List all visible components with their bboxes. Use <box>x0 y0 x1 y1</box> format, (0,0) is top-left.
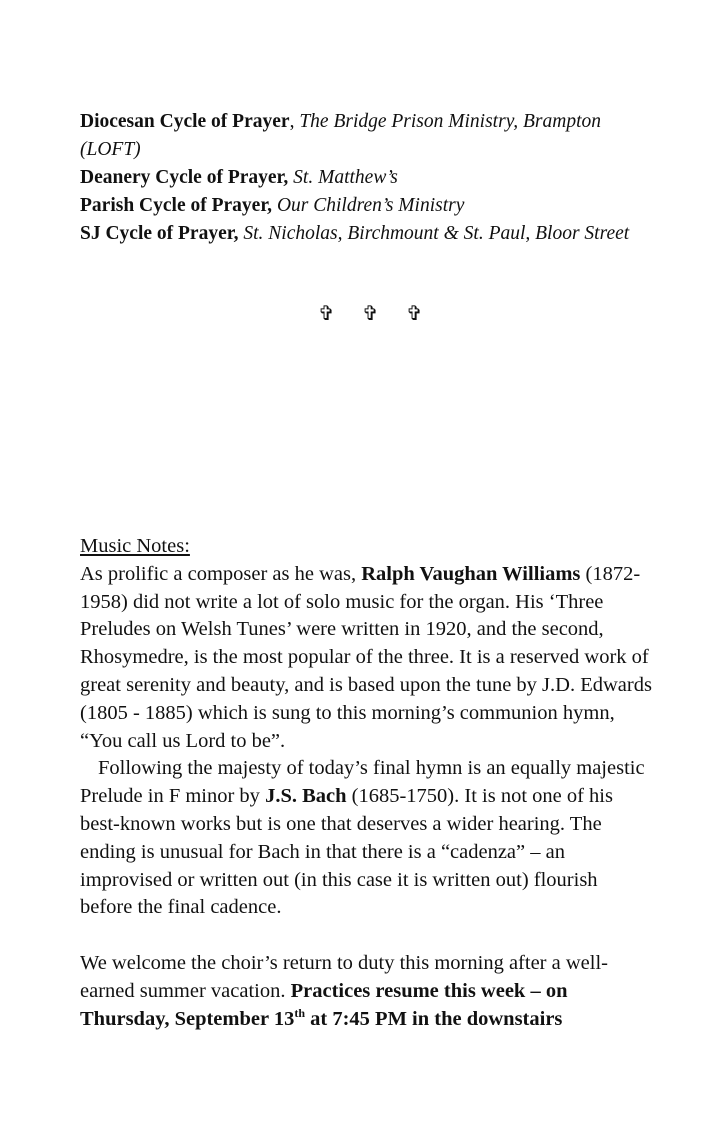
cycle-value: Our Children’s Ministry <box>276 195 465 216</box>
practice-text: Practices resume this week – on Thursday, September 13 <box>80 979 568 1030</box>
cycle-sj <box>80 220 660 248</box>
composer-name: J.S. Bach <box>265 785 347 808</box>
cross-icon: ✞ <box>362 303 379 325</box>
cycle-label: Diocesan Cycle of Prayer <box>80 111 290 132</box>
music-notes <box>80 533 654 1033</box>
paragraph-text: (1685-1750). It is not one of his best-known works but is one that deserves a wider hearing. The ending is unusual for Bach in that there is a “cadenza” – an improvised or written out (in this case it is written out) flourish before the final cadence. <box>80 785 613 919</box>
practice-text: at 7:45 PM in the downstairs <box>305 1007 563 1030</box>
music-paragraph-1 <box>80 561 654 756</box>
music-notes-heading: Music Notes: <box>80 535 190 557</box>
choir-paragraph <box>80 950 654 1033</box>
cycle-separator: , <box>289 111 300 132</box>
cycle-label: Deanery Cycle of Prayer, <box>80 167 289 188</box>
cross-icon: ✞ <box>318 303 335 325</box>
paragraph-text: We welcome the choir’s return to duty this morning after a well-earned summer vacation. <box>80 951 608 1002</box>
paragraph-text: As prolific a composer as he was, <box>80 562 362 585</box>
music-paragraph-2 <box>80 755 654 922</box>
cycle-parish <box>80 192 660 220</box>
paragraph-text: Following the majesty of today’s final hymn is an equally majestic Prelude in F minor by <box>80 757 645 808</box>
ordinal-suffix: th <box>294 1005 306 1020</box>
composer-name: Ralph Vaughan Williams <box>361 562 581 585</box>
cycle-value: St. Nicholas, Birchmount & St. Paul, Bloor Street <box>243 223 630 244</box>
cycle-value: The Bridge Prison Ministry, Brampton (LOFT) <box>80 111 602 160</box>
cross-ornament <box>318 300 450 328</box>
cycle-diocesan <box>80 108 660 164</box>
cycle-label: SJ Cycle of Prayer, <box>80 223 239 244</box>
cycle-label: Parish Cycle of Prayer, <box>80 195 273 216</box>
cross-icon: ✞ <box>406 303 423 325</box>
cycle-of-prayer <box>80 108 660 248</box>
paragraph-gap <box>80 922 654 950</box>
cycle-value: St. Matthew’s <box>293 167 398 188</box>
paragraph-text: (1872-1958) did not write a lot of solo music for the organ. His ‘Three Preludes on Welsh Tunes’ were written in 1920, and the second, Rhosymedre, is the most popular of the three. It is a reserved work of great serenity and beauty, and is based upon the tune by J.D. Edwards (1805 - 1885) which is sung to this morning’s communion hymn, “You call us Lord to be”. <box>80 562 652 752</box>
cycle-deanery <box>80 164 660 192</box>
